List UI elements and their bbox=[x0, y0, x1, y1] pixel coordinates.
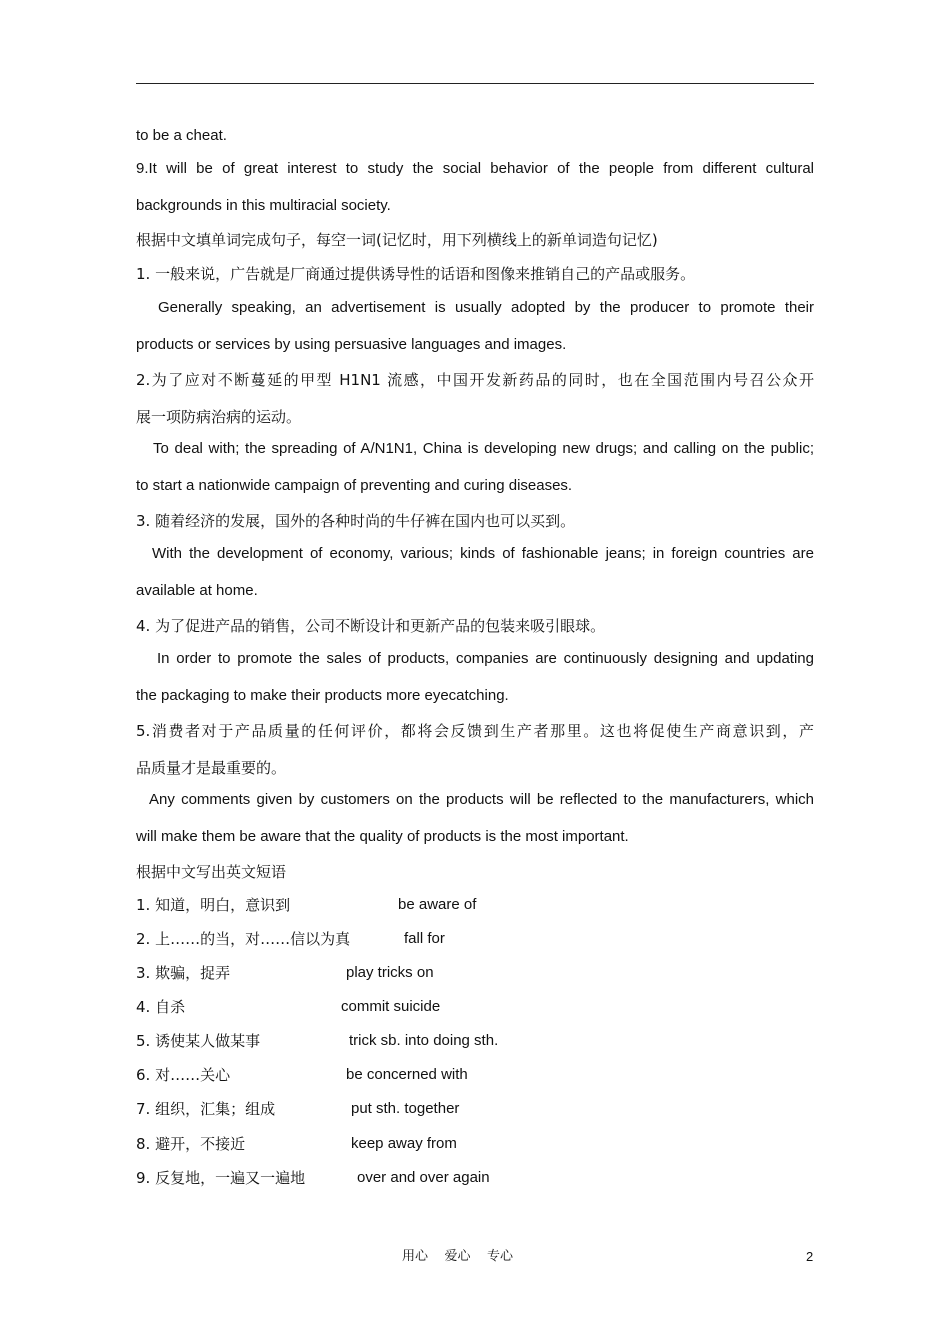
section-heading: 根据中文填单词完成句子，每空一词(记忆时，用下列横线上的新单词造句记忆) bbox=[136, 231, 658, 249]
phrase-chinese: 1. 知道，明白，意识到 bbox=[136, 896, 291, 914]
text-line: With the development of economy, various; kinds of fashionable jeans; in foreign countries are bbox=[152, 545, 814, 562]
phrase-chinese: 4. 自杀 bbox=[136, 998, 186, 1016]
text-line: the packaging to make their products more eyecatching. bbox=[136, 687, 509, 704]
phrase-english: be concerned with bbox=[346, 1066, 468, 1083]
phrase-chinese: 7. 组织，汇集；组成 bbox=[136, 1100, 276, 1118]
header-rule bbox=[136, 83, 814, 84]
text-line: will make them be aware that the quality of products is the most important. bbox=[136, 828, 629, 845]
text-line: 品质量才是最重要的。 bbox=[136, 759, 287, 777]
text-line: to start a nationwide campaign of preventing and curing diseases. bbox=[136, 477, 573, 494]
phrase-english: put sth. together bbox=[351, 1100, 460, 1117]
text-line: To deal with; the spreading of A/N1N1, China is developing new drugs; and calling on the public; bbox=[153, 440, 814, 457]
text-line: 展一项防病治病的运动。 bbox=[136, 408, 302, 426]
text-line: to be a cheat. bbox=[136, 127, 227, 144]
phrase-english: be aware of bbox=[398, 896, 477, 913]
phrase-chinese: 5. 诱使某人做某事 bbox=[136, 1032, 261, 1050]
phrase-chinese: 9. 反复地，一遍又一遍地 bbox=[136, 1169, 306, 1187]
text-line: 2.为了应对不断蔓延的甲型 H1N1 流感，中国开发新药品的同时，也在全国范围内号召公众开 bbox=[136, 371, 814, 389]
text-line: 9.It will be of great interest to study the social behavior of the people from different cultural bbox=[136, 160, 814, 177]
text-line: 3. 随着经济的发展，国外的各种时尚的牛仔裤在国内也可以买到。 bbox=[136, 512, 576, 530]
phrase-chinese: 8. 避开，不接近 bbox=[136, 1135, 246, 1153]
section-heading: 根据中文写出英文短语 bbox=[136, 863, 287, 881]
text-line: products or services by using persuasive languages and images. bbox=[136, 336, 567, 353]
phrase-chinese: 2. 上……的当，对……信以为真 bbox=[136, 930, 351, 948]
phrase-english: play tricks on bbox=[346, 964, 434, 981]
text-line: 1. 一般来说，广告就是厂商通过提供诱导性的话语和图像来推销自己的产品或服务。 bbox=[136, 265, 696, 283]
text-line: backgrounds in this multiracial society. bbox=[136, 197, 391, 214]
text-line: Any comments given by customers on the products will be reflected to the manufacturers, which bbox=[149, 791, 814, 808]
phrase-english: over and over again bbox=[357, 1169, 490, 1186]
text-line: Generally speaking, an advertisement is usually adopted by the producer to promote their bbox=[158, 299, 814, 316]
text-line: 4. 为了促进产品的销售，公司不断设计和更新产品的包装来吸引眼球。 bbox=[136, 617, 606, 635]
phrase-english: trick sb. into doing sth. bbox=[349, 1032, 499, 1049]
phrase-english: keep away from bbox=[351, 1135, 457, 1152]
page-number: 2 bbox=[806, 1249, 814, 1264]
phrase-english: fall for bbox=[404, 930, 445, 947]
phrase-english: commit suicide bbox=[341, 998, 441, 1015]
footer-motto: 用心 爱心 专心 bbox=[402, 1249, 514, 1264]
phrase-chinese: 3. 欺骗，捉弄 bbox=[136, 964, 231, 982]
text-line: available at home. bbox=[136, 582, 258, 599]
phrase-chinese: 6. 对……关心 bbox=[136, 1066, 231, 1084]
text-line: In order to promote the sales of products, companies are continuously designing and updating bbox=[157, 650, 814, 667]
text-line: 5.消费者对于产品质量的任何评价，都将会反馈到生产者那里。这也将促使生产商意识到，产 bbox=[136, 722, 814, 740]
